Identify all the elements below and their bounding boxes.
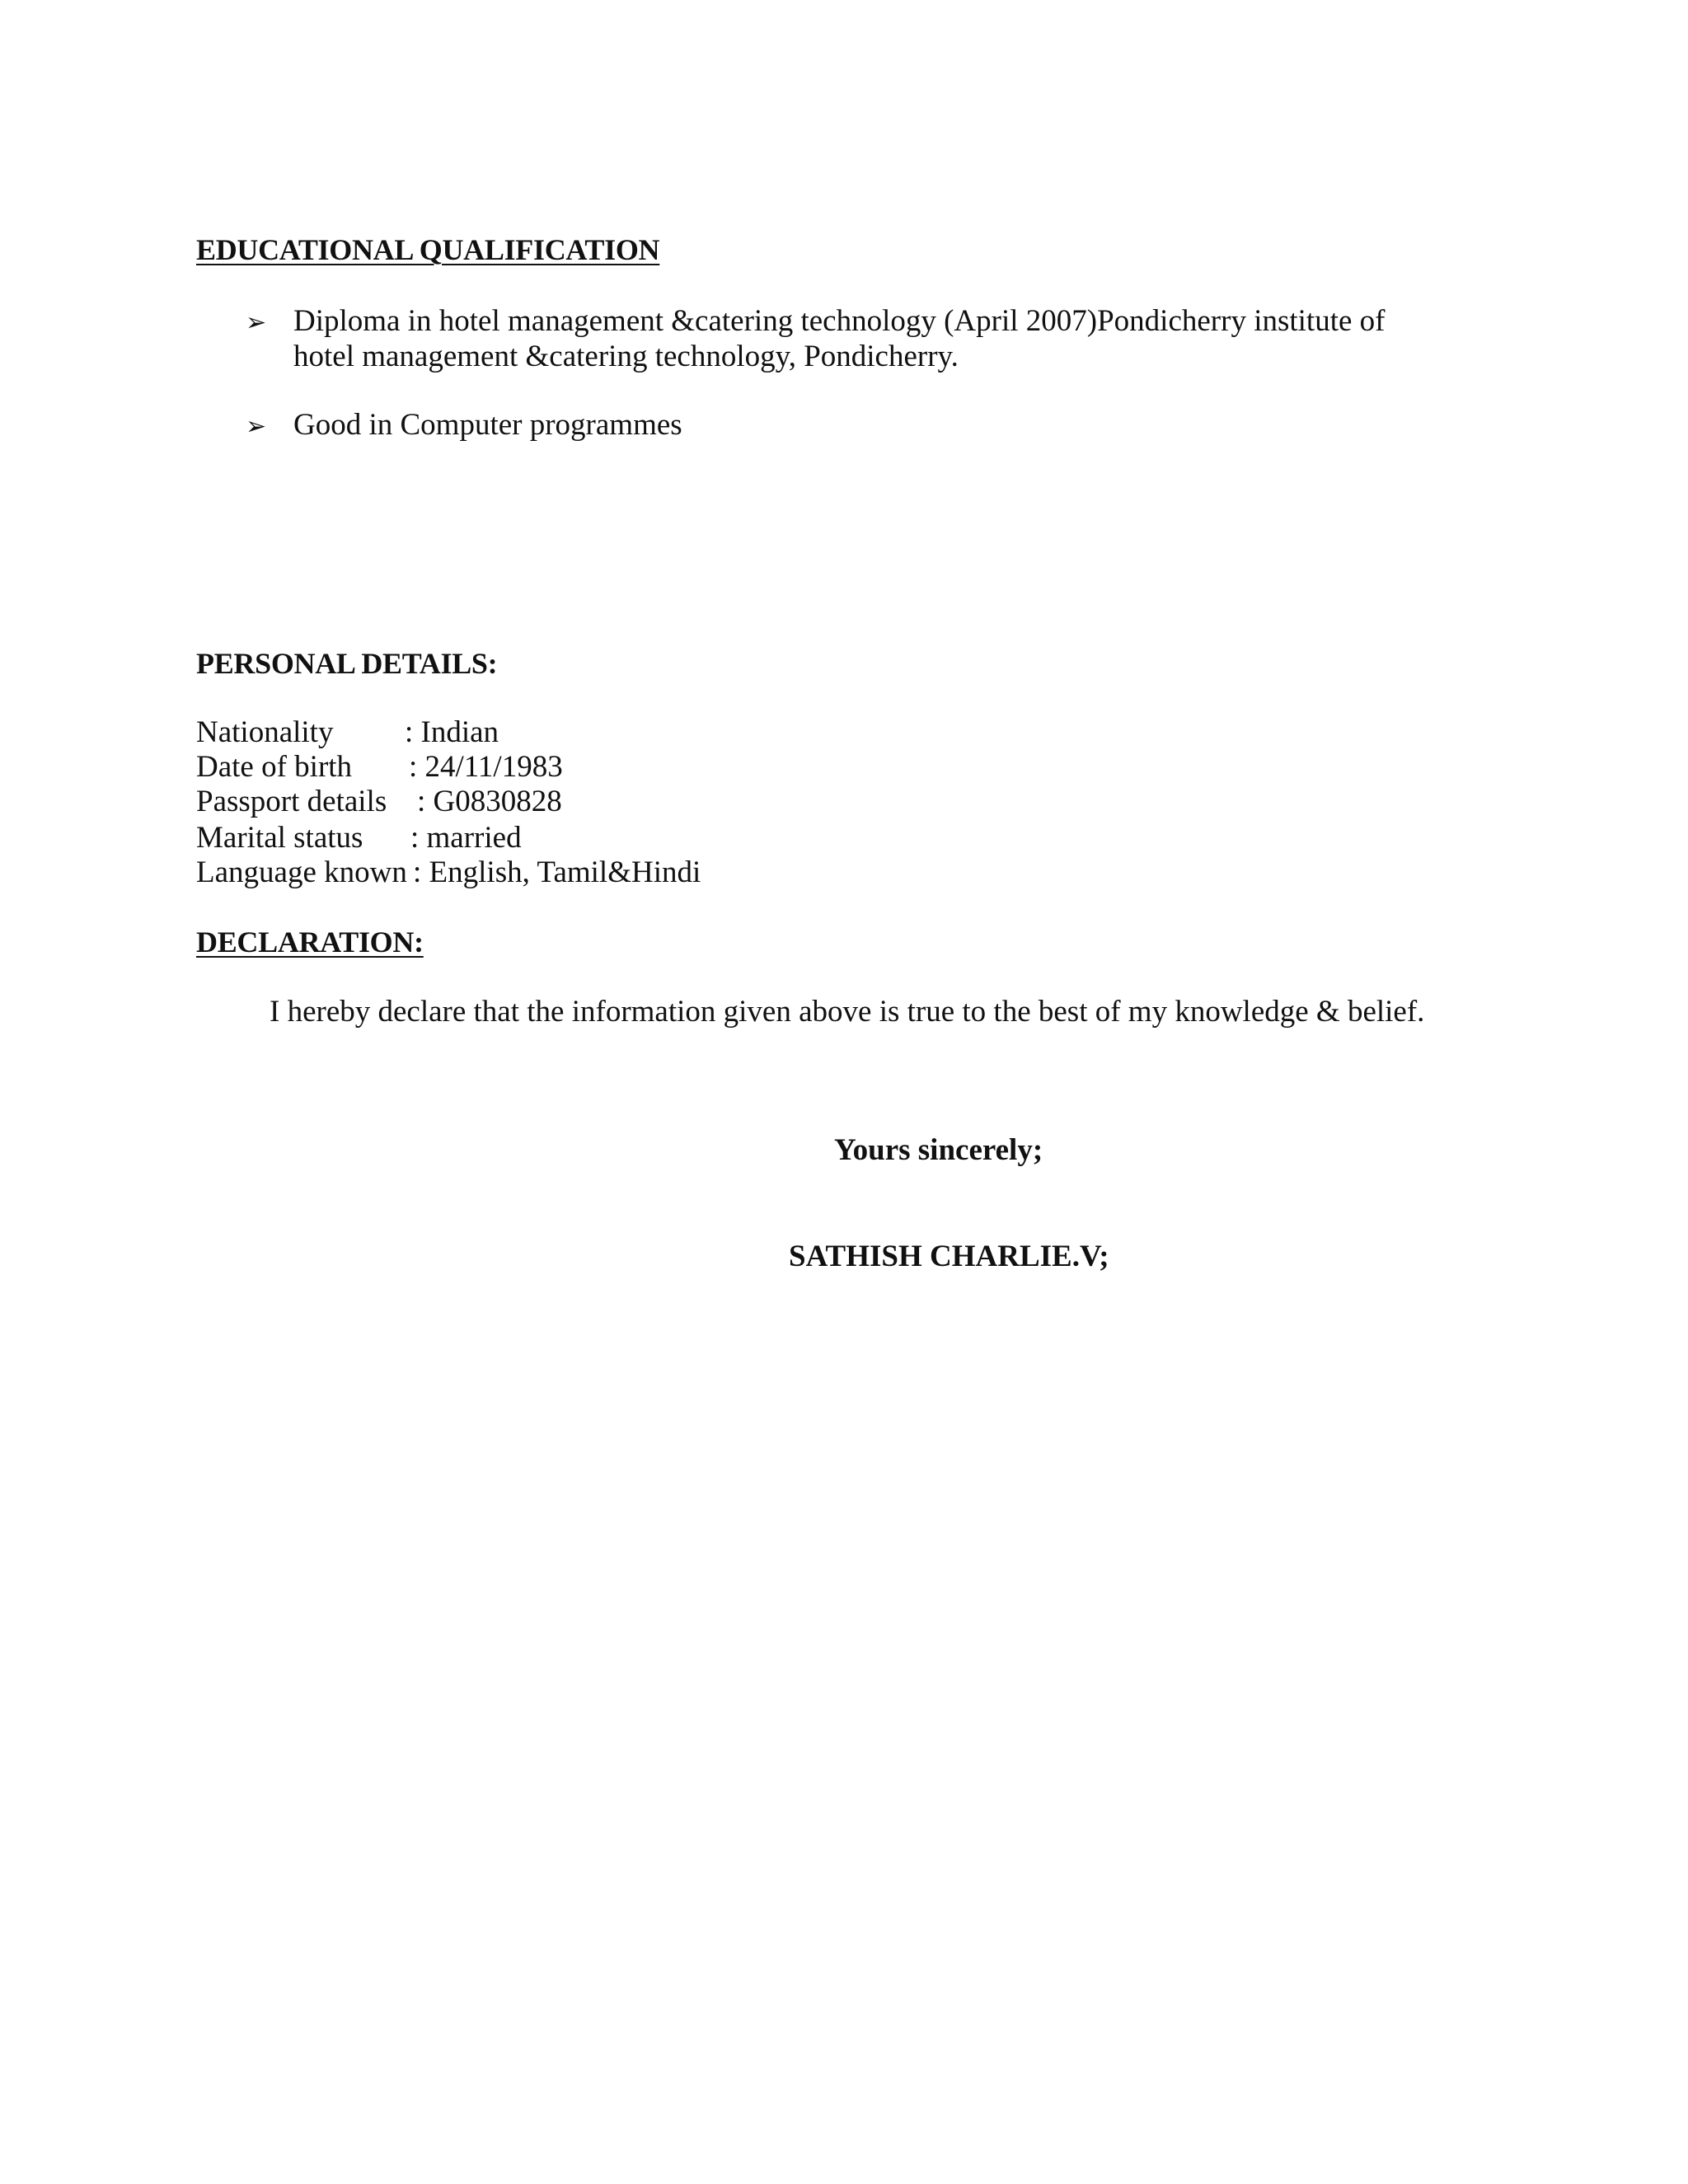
arrow-bullet-icon: ➢ bbox=[246, 308, 267, 337]
detail-label: Marital status bbox=[196, 821, 363, 855]
detail-value: : Indian bbox=[405, 715, 499, 749]
education-item-line: Good in Computer programmes bbox=[293, 408, 682, 442]
detail-value: : G0830828 bbox=[417, 785, 562, 818]
closing-salutation: Yours sincerely; bbox=[834, 1133, 1043, 1167]
signatory-name: SATHISH CHARLIE.V; bbox=[789, 1240, 1109, 1273]
personal-details-heading: PERSONAL DETAILS: bbox=[196, 647, 498, 680]
detail-label: Date of birth bbox=[196, 750, 353, 784]
education-heading: EDUCATIONAL QUALIFICATION bbox=[196, 233, 660, 266]
detail-label: Nationality bbox=[196, 715, 334, 749]
detail-value: : English, Tamil&Hindi bbox=[413, 855, 701, 889]
declaration-heading: DECLARATION: bbox=[196, 926, 424, 958]
arrow-bullet-icon: ➢ bbox=[246, 412, 267, 441]
detail-label: Language known bbox=[196, 855, 407, 889]
declaration-text: I hereby declare that the information given above is true to the best of my knowledge & belief. bbox=[270, 995, 1425, 1029]
detail-label: Passport details bbox=[196, 785, 387, 818]
education-item-line: hotel management &catering technology, Pondicherry. bbox=[293, 340, 959, 373]
detail-value: : married bbox=[410, 821, 522, 855]
detail-value: : 24/11/1983 bbox=[409, 750, 563, 784]
education-item-line: Diploma in hotel management &catering technology (April 2007)Pondicherry institute of bbox=[293, 304, 1386, 338]
